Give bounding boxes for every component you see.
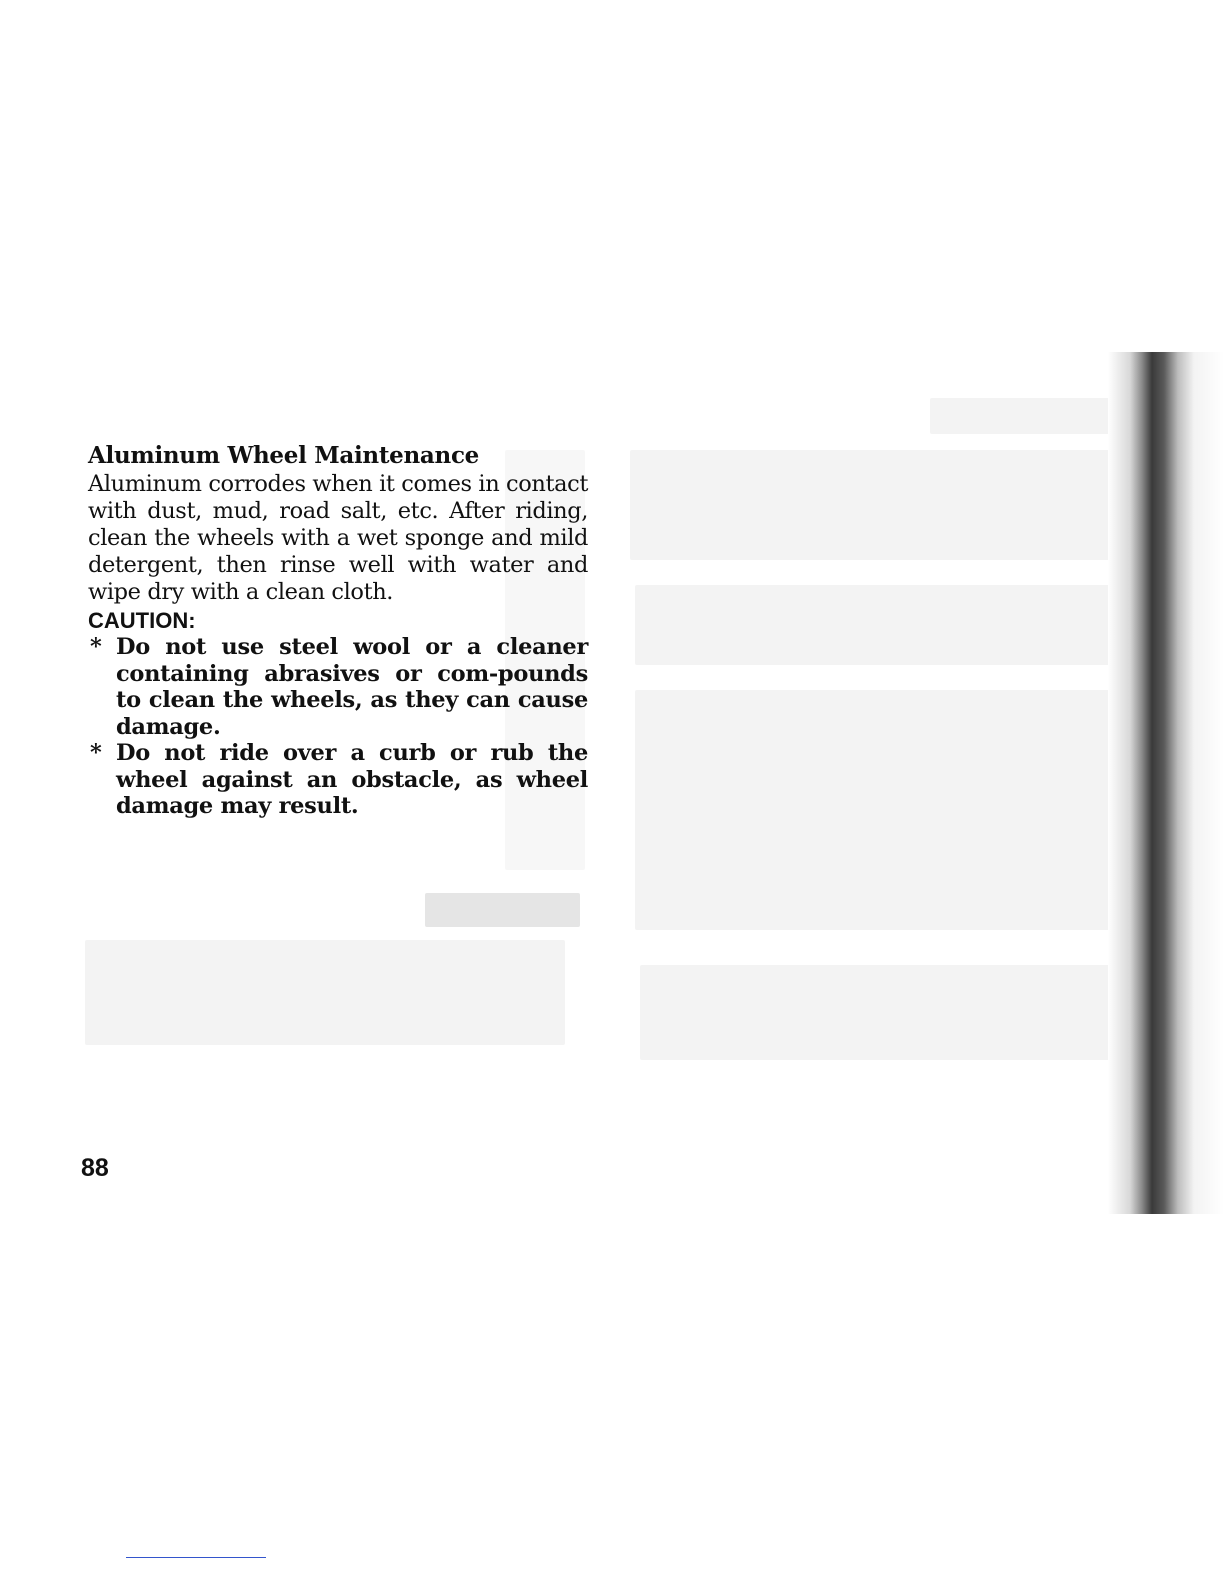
bleed-through-block-4 [640,965,1120,1060]
page-content [88,441,588,820]
underline-rule [126,1557,266,1558]
caution-item-text: Do not ride over a curb or rub the wheel against an obstacle, as wheel damage may result. [116,740,588,819]
book-spine-shadow [1108,352,1224,1214]
caution-item-text: Do not use steel wool or a cleaner containing abrasives or com-pounds to clean the wheels, as they can cause damage. [116,634,588,740]
caution-item [88,740,588,820]
section-heading: Aluminum Wheel Maintenance [88,442,479,469]
bleed-through-heading [930,398,1130,434]
page-number: 88 [81,1154,109,1182]
bleed-through-block-5 [85,940,565,1045]
caution-label: CAUTION: [88,608,196,633]
bleed-through-block-2 [635,585,1120,665]
caution-list [88,634,588,820]
caution-item [88,634,588,740]
asterisk-bullet-icon: * [90,634,102,660]
bleed-through-block-3 [635,690,1120,930]
bleed-through-block-1 [630,450,1120,560]
bleed-through-box [425,893,580,927]
asterisk-bullet-icon: * [90,740,102,766]
maintenance-paragraph: Aluminum corrodes when it comes in contact with dust, mud, road salt, etc. After riding, clean the wheels with a wet sponge and mild detergent, then rinse well with water and wipe dry with a clean cloth. [88,471,588,605]
